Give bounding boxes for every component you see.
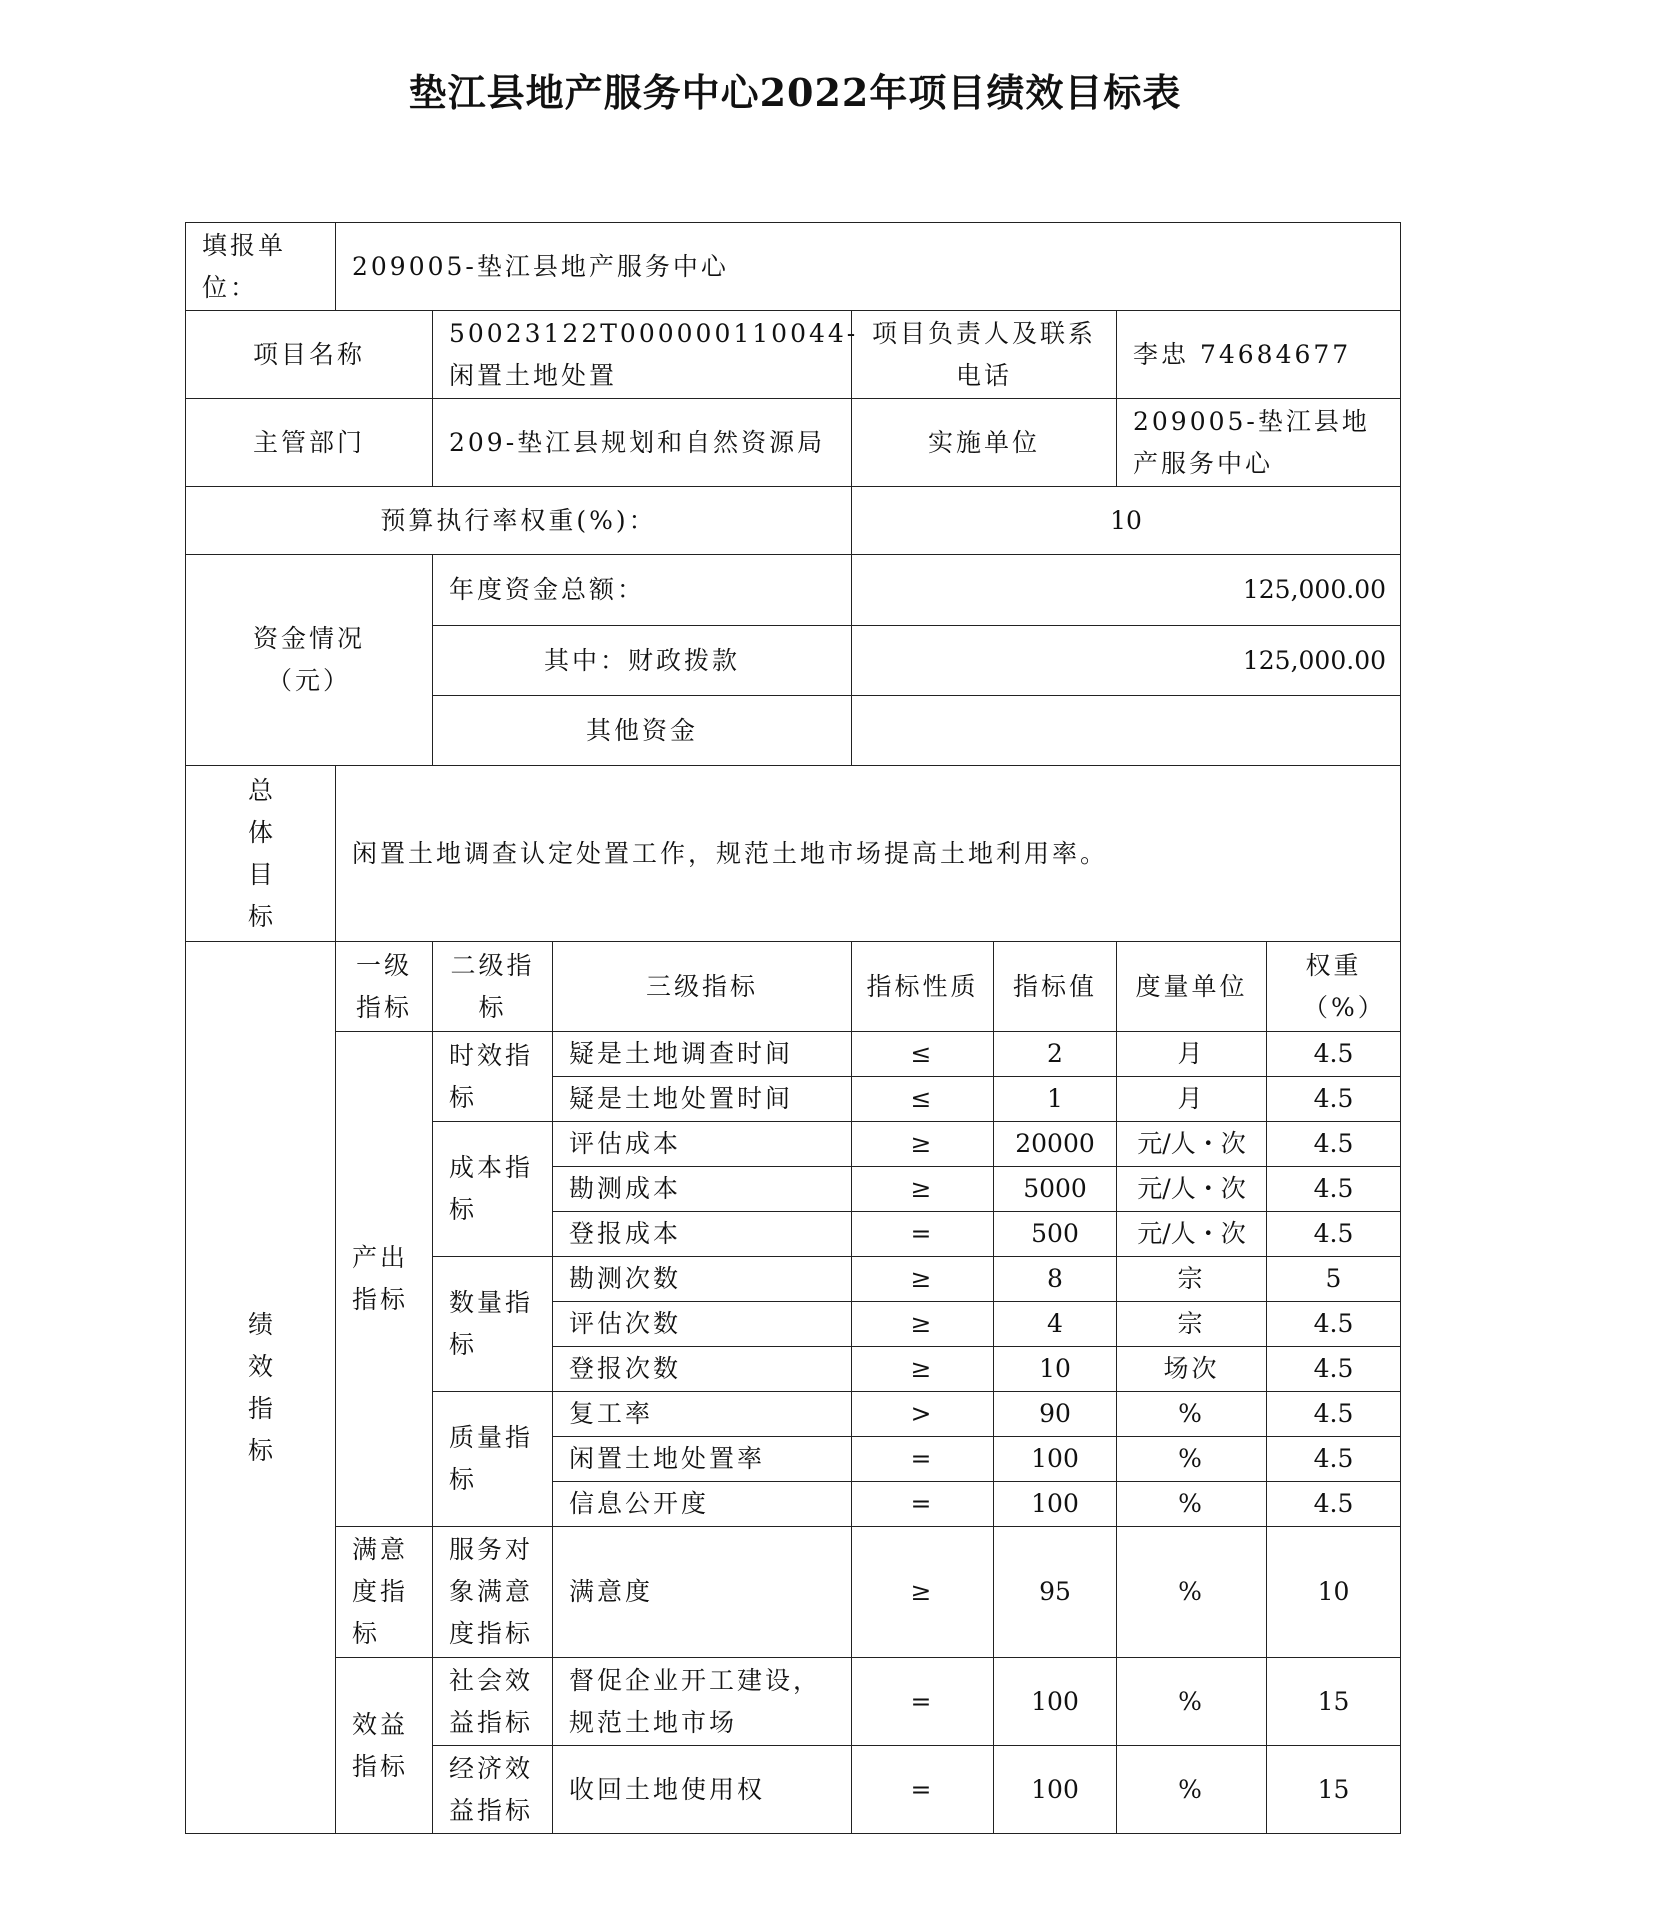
budget-weight-row <box>186 487 1401 555</box>
indicator-unit: 元/人・次 <box>1117 1167 1267 1212</box>
indicator-unit: % <box>1117 1527 1267 1658</box>
indicator-weight: 4.5 <box>1267 1167 1401 1212</box>
funds-total-value: 125,000.00 <box>852 555 1401 626</box>
indicator-unit: 月 <box>1117 1032 1267 1077</box>
indicator-name: 疑是土地调查时间 <box>553 1032 852 1077</box>
indicator-op: ≥ <box>852 1347 994 1392</box>
indicator-op: ≥ <box>852 1167 994 1212</box>
indicator-value: 10 <box>994 1347 1117 1392</box>
indicator-weight: 15 <box>1267 1658 1401 1746</box>
perf-header-row <box>186 942 1401 1032</box>
indicator-op: = <box>852 1437 994 1482</box>
project-name-label: 项目名称 <box>186 311 433 399</box>
indicator-op: = <box>852 1746 994 1834</box>
level2-cell: 经济效益指标 <box>433 1746 553 1834</box>
indicator-op: ≥ <box>852 1257 994 1302</box>
indicator-op: = <box>852 1212 994 1257</box>
indicator-name: 勘测次数 <box>553 1257 852 1302</box>
level1-cell: 满意度指标 <box>336 1527 433 1658</box>
indicator-weight: 4.5 <box>1267 1392 1401 1437</box>
indicator-weight: 4.5 <box>1267 1437 1401 1482</box>
indicator-name: 信息公开度 <box>553 1482 852 1527</box>
table-row <box>186 1658 1401 1746</box>
indicator-unit: 元/人・次 <box>1117 1212 1267 1257</box>
table-row <box>186 1032 1401 1077</box>
indicator-name: 闲置土地处置率 <box>553 1437 852 1482</box>
indicator-value: 100 <box>994 1746 1117 1834</box>
indicator-name: 登报次数 <box>553 1347 852 1392</box>
goal-label: 总体目标 <box>186 766 336 942</box>
indicator-unit: % <box>1117 1392 1267 1437</box>
level2-cell: 服务对象满意度指标 <box>433 1527 553 1658</box>
indicator-weight: 15 <box>1267 1746 1401 1834</box>
indicator-unit: 场次 <box>1117 1347 1267 1392</box>
level2-cell: 社会效益指标 <box>433 1658 553 1746</box>
contact-value: 李忠 74684677 <box>1117 311 1401 399</box>
indicator-value: 100 <box>994 1658 1117 1746</box>
indicator-weight: 4.5 <box>1267 1347 1401 1392</box>
impl-label: 实施单位 <box>852 399 1117 487</box>
level2-cell: 时效指标 <box>433 1032 553 1122</box>
indicator-unit: 宗 <box>1117 1302 1267 1347</box>
budget-weight-value: 10 <box>852 487 1401 555</box>
indicator-value: 4 <box>994 1302 1117 1347</box>
funds-fiscal-label: 其中：财政拨款 <box>433 626 852 696</box>
indicator-unit: % <box>1117 1658 1267 1746</box>
perf-label: 绩效指标 <box>186 942 336 1834</box>
level1-cell: 效益指标 <box>336 1658 433 1834</box>
indicator-value: 2 <box>994 1032 1117 1077</box>
indicator-weight: 4.5 <box>1267 1032 1401 1077</box>
header-cell: 度量单位 <box>1117 942 1267 1032</box>
indicator-name: 疑是土地处置时间 <box>553 1077 852 1122</box>
indicator-value: 5000 <box>994 1167 1117 1212</box>
indicator-unit: % <box>1117 1437 1267 1482</box>
indicator-value: 100 <box>994 1482 1117 1527</box>
funds-label: 资金情况（元） <box>186 555 433 766</box>
dept-value: 209-垫江县规划和自然资源局 <box>433 399 852 487</box>
indicator-name: 登报成本 <box>553 1212 852 1257</box>
indicator-op: > <box>852 1392 994 1437</box>
level2-cell: 质量指标 <box>433 1392 553 1527</box>
indicator-op: ≤ <box>852 1032 994 1077</box>
indicator-name: 复工率 <box>553 1392 852 1437</box>
indicator-name: 勘测成本 <box>553 1167 852 1212</box>
indicator-name: 评估次数 <box>553 1302 852 1347</box>
indicator-unit: 元/人・次 <box>1117 1122 1267 1167</box>
header-cell: 二级指标 <box>433 942 553 1032</box>
indicator-unit: 月 <box>1117 1077 1267 1122</box>
funds-other-value <box>852 696 1401 766</box>
indicator-weight: 4.5 <box>1267 1482 1401 1527</box>
indicator-unit: 宗 <box>1117 1257 1267 1302</box>
indicator-op: ≥ <box>852 1302 994 1347</box>
goal-text: 闲置土地调查认定处置工作，规范土地市场提高土地利用率。 <box>336 766 1401 942</box>
header-cell: 一级指标 <box>336 942 433 1032</box>
funds-total-row <box>186 555 1401 626</box>
indicator-unit: % <box>1117 1746 1267 1834</box>
budget-weight-label: 预算执行率权重(%)： <box>186 487 852 555</box>
indicator-value: 90 <box>994 1392 1117 1437</box>
indicator-weight: 4.5 <box>1267 1077 1401 1122</box>
indicator-value: 8 <box>994 1257 1117 1302</box>
impl-value: 209005-垫江县地产服务中心 <box>1117 399 1401 487</box>
indicator-value: 20000 <box>994 1122 1117 1167</box>
indicator-weight: 4.5 <box>1267 1302 1401 1347</box>
header-cell: 三级指标 <box>553 942 852 1032</box>
indicator-value: 100 <box>994 1437 1117 1482</box>
unit-row <box>186 223 1401 311</box>
project-row <box>186 311 1401 399</box>
indicator-op: ≥ <box>852 1122 994 1167</box>
indicator-unit: % <box>1117 1482 1267 1527</box>
indicator-name: 评估成本 <box>553 1122 852 1167</box>
unit-value: 209005-垫江县地产服务中心 <box>336 223 1401 311</box>
indicator-weight: 4.5 <box>1267 1212 1401 1257</box>
performance-table <box>185 222 1401 1834</box>
goal-row <box>186 766 1401 942</box>
level2-cell: 数量指标 <box>433 1257 553 1392</box>
indicator-value: 500 <box>994 1212 1117 1257</box>
indicator-name: 督促企业开工建设，规范土地市场 <box>553 1658 852 1746</box>
indicator-name: 收回土地使用权 <box>553 1746 852 1834</box>
indicator-op: = <box>852 1482 994 1527</box>
dept-row <box>186 399 1401 487</box>
indicator-weight: 4.5 <box>1267 1122 1401 1167</box>
page-title: 垫江县地产服务中心2022年项目绩效目标表 <box>408 70 1182 115</box>
header-cell: 权重（%） <box>1267 942 1401 1032</box>
indicator-op: ≥ <box>852 1527 994 1658</box>
level2-cell: 成本指标 <box>433 1122 553 1257</box>
project-name-value: 50023122T000000110044-闲置土地处置 <box>433 311 852 399</box>
table-row <box>186 1527 1401 1658</box>
indicator-value: 95 <box>994 1527 1117 1658</box>
level1-cell: 产出指标 <box>336 1032 433 1527</box>
indicator-op: ≤ <box>852 1077 994 1122</box>
dept-label: 主管部门 <box>186 399 433 487</box>
contact-label: 项目负责人及联系电话 <box>852 311 1117 399</box>
indicator-value: 1 <box>994 1077 1117 1122</box>
indicator-weight: 5 <box>1267 1257 1401 1302</box>
header-cell: 指标值 <box>994 942 1117 1032</box>
header-cell: 指标性质 <box>852 942 994 1032</box>
unit-label: 填报单位： <box>186 223 336 311</box>
indicator-name: 满意度 <box>553 1527 852 1658</box>
funds-other-label: 其他资金 <box>433 696 852 766</box>
funds-fiscal-value: 125,000.00 <box>852 626 1401 696</box>
indicator-weight: 10 <box>1267 1527 1401 1658</box>
funds-total-label: 年度资金总额： <box>433 555 852 626</box>
indicator-op: = <box>852 1658 994 1746</box>
